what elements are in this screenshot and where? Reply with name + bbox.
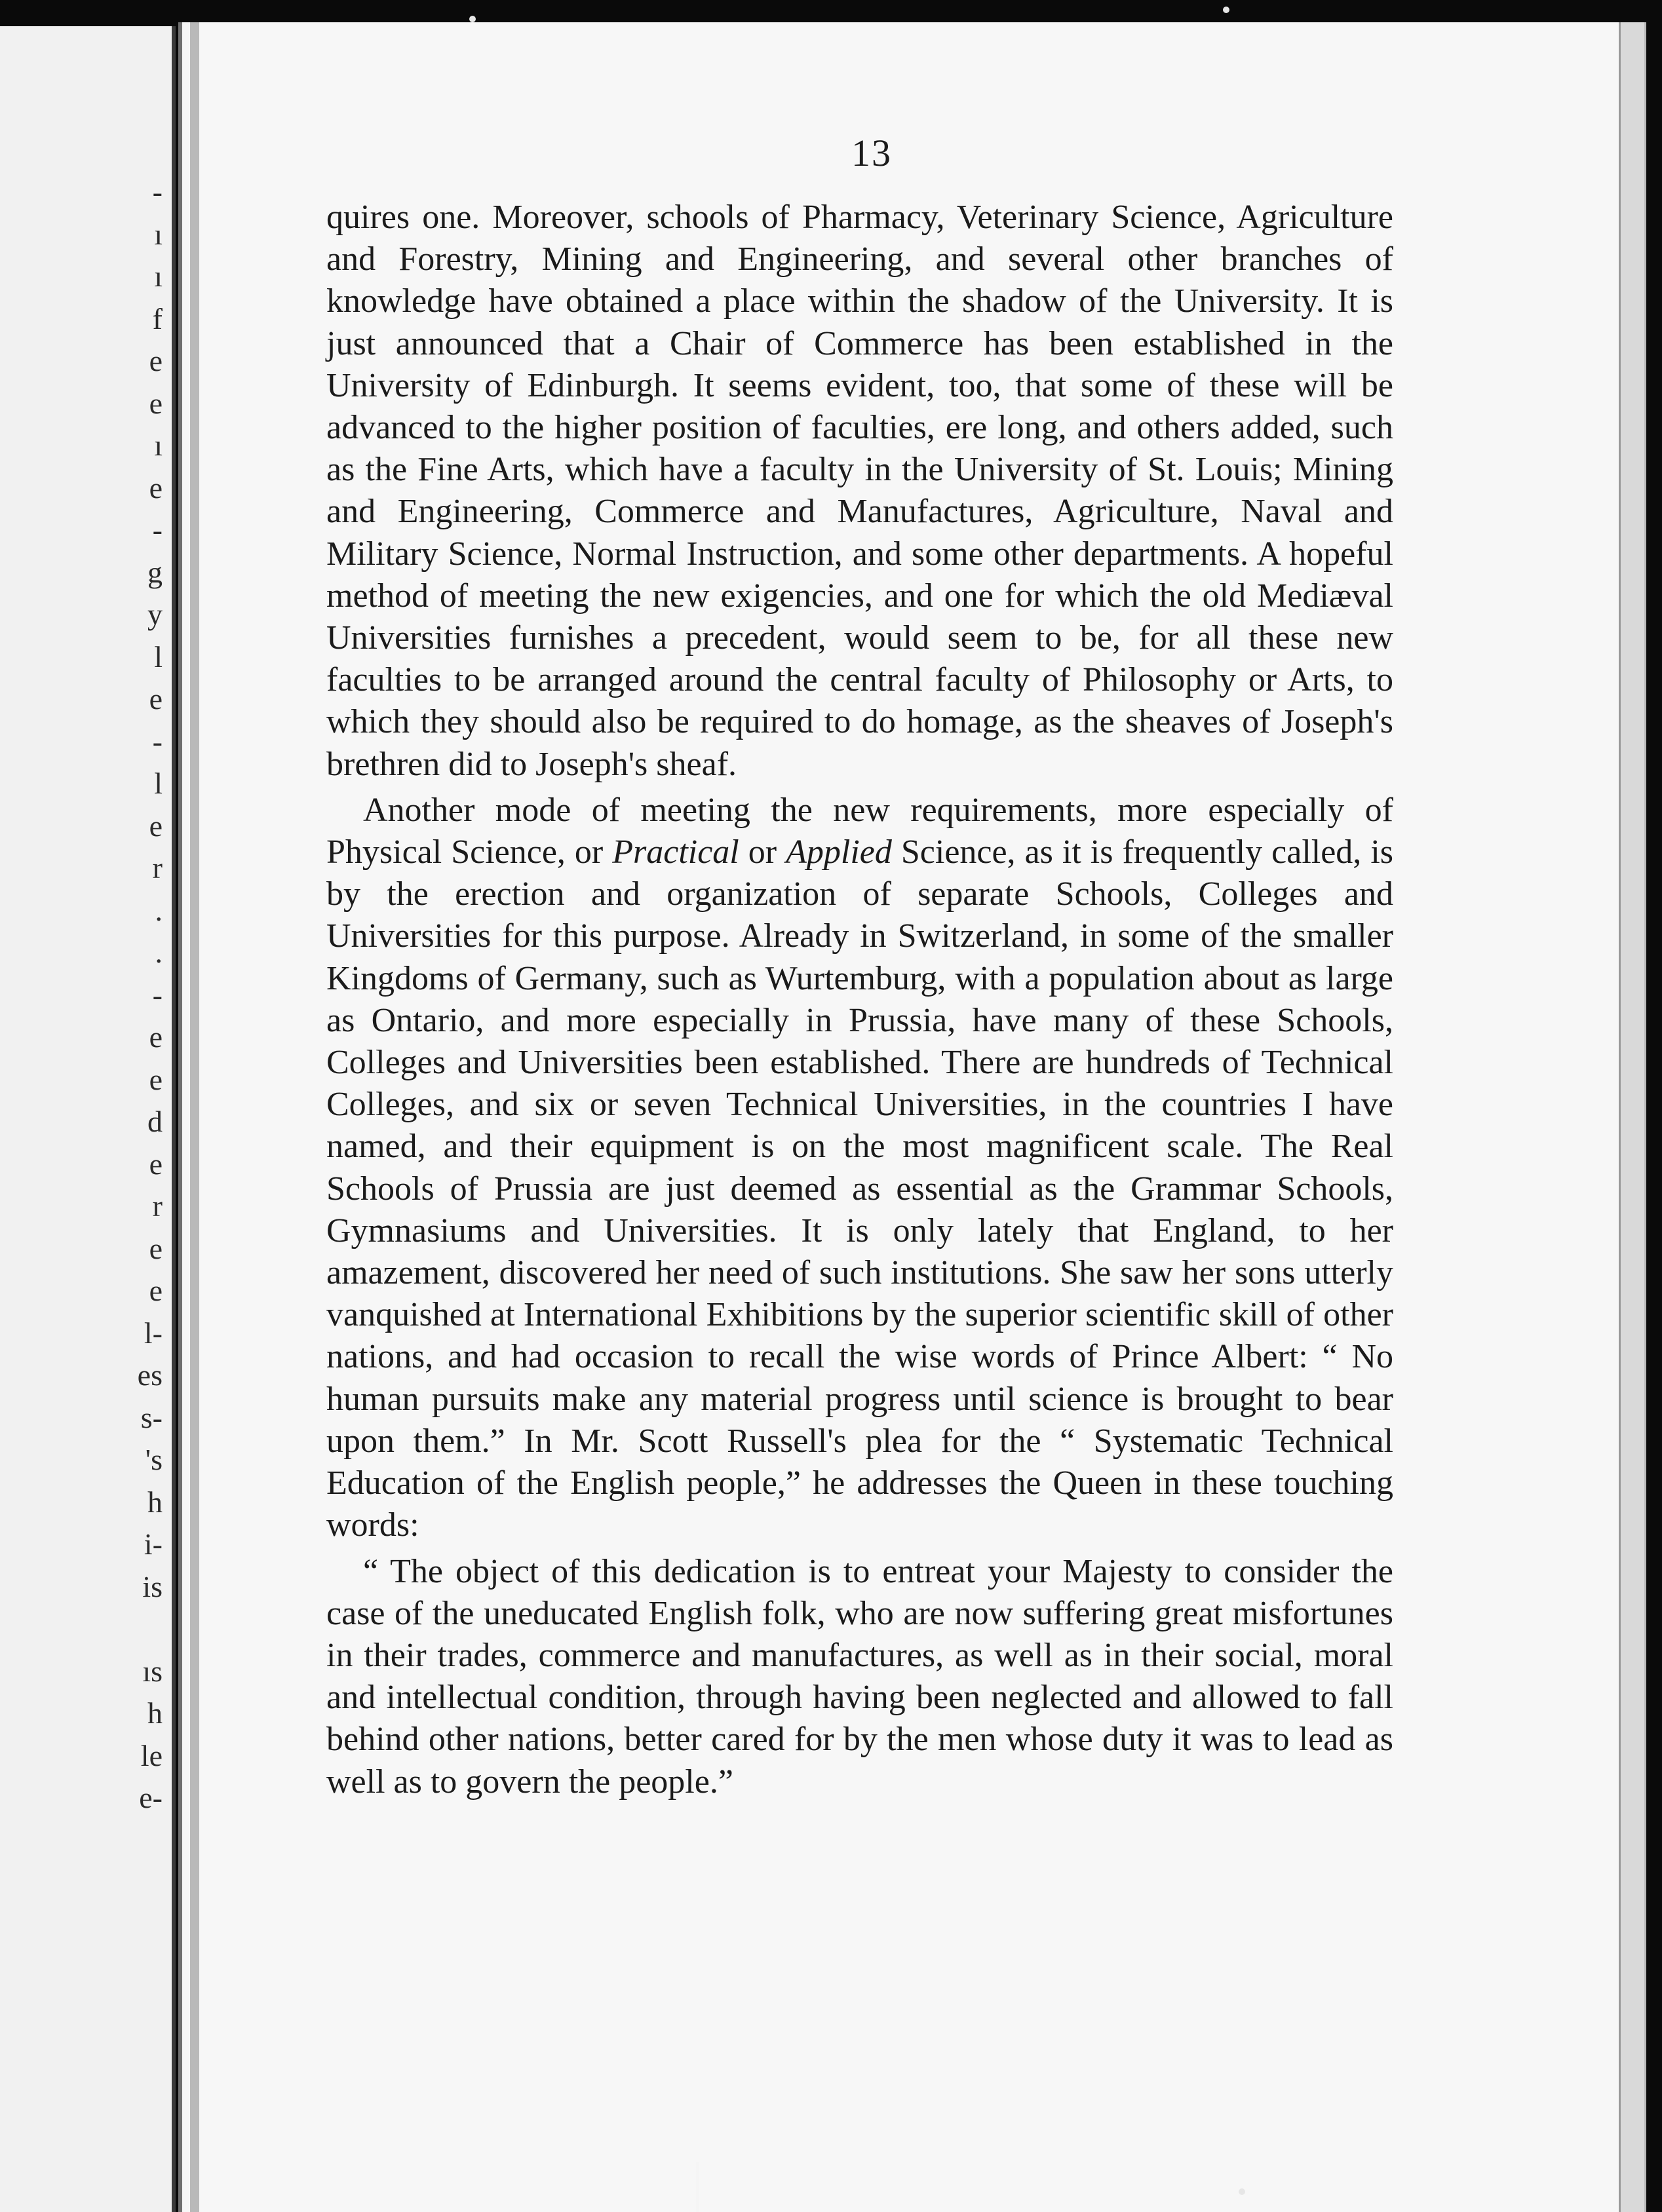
left-margin-fragment: e <box>149 1231 163 1265</box>
paragraph-1 <box>326 197 1393 786</box>
left-margin-fragment: e <box>149 1062 163 1096</box>
left-margin-fragment: g <box>147 555 163 589</box>
dust-speck <box>469 16 476 22</box>
left-margin-fragment: r <box>152 1189 163 1223</box>
italic-applied: Applied <box>786 833 892 871</box>
left-margin-fragment: e <box>149 1274 163 1307</box>
left-margin-fragment: i- <box>144 1527 163 1561</box>
left-margin-fragment: e- <box>139 1781 163 1814</box>
left-margin-fragment: e <box>149 1020 163 1054</box>
left-margin-fragment: e <box>149 344 163 377</box>
left-margin-fragment: r <box>152 851 163 885</box>
left-margin-fragment: . <box>155 936 163 969</box>
left-margin-fragment: . <box>155 893 163 927</box>
paragraph-2-text-mid: or <box>739 833 786 871</box>
scratch-mark <box>696 2162 699 2212</box>
paragraph-2-text-before: Another mode of meeting the new requirements, more especially of Physical Science, or <box>326 791 1393 871</box>
left-margin-fragment: e <box>149 386 163 420</box>
left-margin-fragment: ı <box>154 429 163 462</box>
paragraph-2 <box>326 790 1393 1547</box>
left-margin-fragment: l- <box>144 1316 163 1350</box>
left-margin-fragment: is <box>142 1569 163 1603</box>
left-margin-fragment: ı <box>154 259 163 293</box>
left-margin-fragment: e <box>149 1147 163 1181</box>
left-margin-fragment: - <box>152 175 163 208</box>
left-margin-fragment: d <box>147 1105 163 1138</box>
paragraph-2-text-after: Science, as it is frequently called, is by the erection and organization of separate Schools, Colleges and Universities for this purpose. Already in Switzerland, in some of the smaller Kingdoms of Germany, such as Wurtemburg, with a population about as large as Ontario, and more especially in Prussia, have many of these Schools, Colleges and Universities been established. There are hundreds of Technical Colleges, and six or seven Technical Universities, in the countries I have named, and their equipment is on the most magnificent scale. The Real Schools of Prussia are just deemed as essential as the Grammar Schools, Gymnasiums and Universities. It is only lately that England, to her amazement, discovered her need of such institutions. She saw her sons utterly vanquished at International Exhibitions by the superior scientific skill of other nations, and had occasion to recall the wise words of Prince Albert: “ No human pursuits make any material progress until science is brought to bear upon them.” In Mr. Scott Russell's plea for the “ Systematic Technical Education of the English people,” he addresses the Queen in these touching words: <box>326 833 1394 1544</box>
left-margin-fragment: - <box>152 978 163 1012</box>
left-margin-fragment: 's <box>145 1443 163 1476</box>
left-margin-fragment: es <box>137 1358 163 1392</box>
left-margin-fragment: e <box>149 470 163 505</box>
dust-speck <box>1239 2188 1245 2195</box>
paragraph-1-text: quires one. Moreover, schools of Pharmacy, Veterinary Science, Agriculture and Forestry, Mining and Engineering, and several other branches of knowledge have obtained a place within the shadow of the University. It is just announced that a Chair of Commerce has been established in the University of Edinburgh. It seems evident, too, that some of these will be advanced to the higher position of faculties, ere long, and others added, such as the Fine Arts, which have a faculty in the University of St. Louis; Mining and Engineering, Commerce and Manufactures, Agriculture, Naval and Military Science, Normal Instruction, and some other departments. A hopeful method of meeting the new exigencies, and one for which the old Mediæval Universities furnishes a precedent, would seem to be, for all these new faculties to be arranged around the central faculty of Philosophy or Arts, to which they should also be required to do homage, as the sheaves of Joseph's brethren did to Joseph's sheaf. <box>326 199 1393 783</box>
dust-speck <box>1223 7 1229 13</box>
left-margin-fragment: l <box>154 767 163 800</box>
left-margin-fragment: h <box>147 1696 163 1730</box>
left-margin-fragment: e <box>149 682 163 715</box>
left-margin-fragment: l <box>154 639 163 674</box>
italic-practical: Practical <box>612 833 739 871</box>
left-margin-fragment: - <box>152 724 163 758</box>
left-margin-fragment: ı <box>154 217 163 251</box>
body-text <box>326 197 1393 1803</box>
left-margin-fragment: h <box>147 1485 163 1519</box>
left-margin-fragment: e <box>149 809 163 843</box>
left-margin-fragment: - <box>152 513 163 546</box>
left-neighbor-page <box>0 26 176 2212</box>
left-margin-fragment: f <box>152 301 163 335</box>
left-margin-fragment: s- <box>140 1400 163 1434</box>
left-margin-fragment: ıs <box>142 1654 163 1688</box>
paragraph-3-quotation <box>326 1551 1393 1803</box>
page-edge <box>1619 22 1646 2212</box>
paragraph-3-text: “ The object of this dedication is to entreat your Majesty to consider the case of the uneducated English folk, who are now suffering great misfortunes in their trades, commerce and manufactures, as well as in their social, moral and intellectual condition, through having been neglected and allowed to fall behind other nations, better cared for by the men whose duty it was to lead as well as to govern the people.” <box>326 1552 1393 1801</box>
page-number: 13 <box>851 132 892 174</box>
left-margin-fragment: le <box>140 1738 163 1772</box>
page-gutter-shadow <box>190 22 199 2212</box>
left-margin-fragment: y <box>147 598 163 631</box>
